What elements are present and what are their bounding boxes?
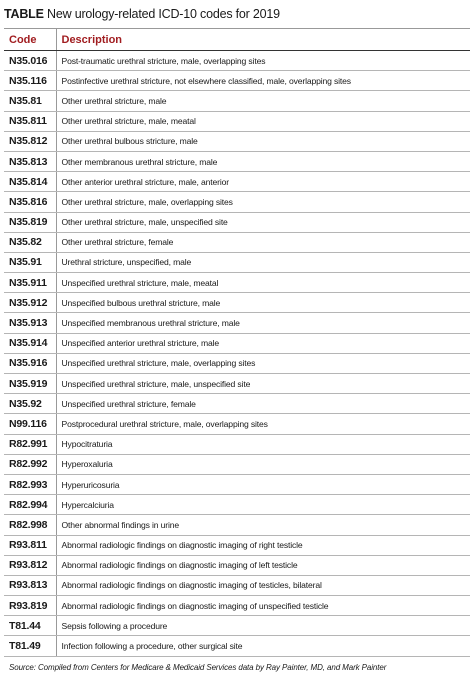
- row-description: Sepsis following a procedure: [56, 616, 470, 636]
- row-code: N35.919: [4, 374, 56, 394]
- row-code: N35.816: [4, 192, 56, 212]
- table-body: [4, 51, 470, 657]
- row-description: Unspecified bulbous urethral stricture, male: [56, 293, 470, 313]
- table-row: [4, 495, 470, 515]
- row-description: Unspecified urethral stricture, female: [56, 394, 470, 414]
- table-header-row: [4, 29, 470, 51]
- row-description: Other membranous urethral stricture, male: [56, 151, 470, 171]
- row-code: N35.812: [4, 131, 56, 151]
- table-row: [4, 333, 470, 353]
- table-row: [4, 172, 470, 192]
- row-description: Hypercalciuria: [56, 495, 470, 515]
- row-code: N99.116: [4, 414, 56, 434]
- row-code: N35.92: [4, 394, 56, 414]
- table-row: [4, 273, 470, 293]
- header-code: Code: [4, 29, 56, 51]
- table-row: [4, 414, 470, 434]
- row-code: T81.44: [4, 616, 56, 636]
- table-row: [4, 212, 470, 232]
- row-code: R93.811: [4, 535, 56, 555]
- row-description: Other urethral stricture, male, meatal: [56, 111, 470, 131]
- row-description: Post-traumatic urethral stricture, male, overlapping sites: [56, 51, 470, 71]
- row-code: T81.49: [4, 636, 56, 656]
- row-description: Abnormal radiologic findings on diagnostic imaging of testicles, bilateral: [56, 575, 470, 595]
- table-title-label: TABLE: [4, 7, 44, 21]
- table-row: [4, 636, 470, 656]
- row-description: Abnormal radiologic findings on diagnostic imaging of right testicle: [56, 535, 470, 555]
- codes-table: [4, 28, 470, 657]
- row-code: N35.813: [4, 151, 56, 171]
- table-row: [4, 353, 470, 373]
- row-description: Abnormal radiologic findings on diagnostic imaging of unspecified testicle: [56, 596, 470, 616]
- row-description: Other urethral stricture, male: [56, 91, 470, 111]
- row-description: Other anterior urethral stricture, male, anterior: [56, 172, 470, 192]
- table-row: [4, 232, 470, 252]
- table-row: [4, 51, 470, 71]
- row-code: R82.992: [4, 454, 56, 474]
- row-code: N35.819: [4, 212, 56, 232]
- source-note: Source: Compiled from Centers for Medicare & Medicaid Services data by Ray Painter, MD, and Mark Painter: [9, 662, 387, 672]
- row-description: Other urethral stricture, male, unspecified site: [56, 212, 470, 232]
- row-description: Unspecified membranous urethral stricture, male: [56, 313, 470, 333]
- row-description: Unspecified urethral stricture, male, unspecified site: [56, 374, 470, 394]
- row-code: R93.813: [4, 575, 56, 595]
- table-row: [4, 454, 470, 474]
- table-row: [4, 374, 470, 394]
- table-row: [4, 293, 470, 313]
- table-row: [4, 535, 470, 555]
- row-code: N35.116: [4, 71, 56, 91]
- row-code: N35.911: [4, 273, 56, 293]
- row-code: R82.991: [4, 434, 56, 454]
- row-code: N35.016: [4, 51, 56, 71]
- row-code: R93.819: [4, 596, 56, 616]
- row-description: Other urethral stricture, female: [56, 232, 470, 252]
- row-description: Urethral stricture, unspecified, male: [56, 252, 470, 272]
- table-row: [4, 313, 470, 333]
- table-row: [4, 192, 470, 212]
- table-row: [4, 515, 470, 535]
- row-description: Hyperoxaluria: [56, 454, 470, 474]
- table-row: [4, 474, 470, 494]
- row-description: Postinfective urethral stricture, not elsewhere classified, male, overlapping sites: [56, 71, 470, 91]
- row-code: N35.811: [4, 111, 56, 131]
- row-description: Other urethral bulbous stricture, male: [56, 131, 470, 151]
- table-title: [4, 0, 470, 28]
- row-code: R93.812: [4, 555, 56, 575]
- row-code: N35.814: [4, 172, 56, 192]
- row-description: Other urethral stricture, male, overlapping sites: [56, 192, 470, 212]
- row-code: N35.81: [4, 91, 56, 111]
- row-code: R82.993: [4, 474, 56, 494]
- row-description: Unspecified anterior urethral stricture, male: [56, 333, 470, 353]
- row-code: N35.912: [4, 293, 56, 313]
- row-description: Hyperuricosuria: [56, 474, 470, 494]
- row-description: Other abnormal findings in urine: [56, 515, 470, 535]
- table-row: [4, 131, 470, 151]
- table-row: [4, 151, 470, 171]
- table-row: [4, 555, 470, 575]
- table-row: [4, 434, 470, 454]
- table-row: [4, 252, 470, 272]
- row-description: Abnormal radiologic findings on diagnostic imaging of left testicle: [56, 555, 470, 575]
- table-row: [4, 111, 470, 131]
- row-description: Hypocitraturia: [56, 434, 470, 454]
- row-description: Infection following a procedure, other surgical site: [56, 636, 470, 656]
- row-description: Unspecified urethral stricture, male, meatal: [56, 273, 470, 293]
- row-code: R82.994: [4, 495, 56, 515]
- row-code: N35.916: [4, 353, 56, 373]
- row-description: Postprocedural urethral stricture, male, overlapping sites: [56, 414, 470, 434]
- header-description: Description: [56, 29, 470, 51]
- row-code: N35.82: [4, 232, 56, 252]
- table-row: [4, 616, 470, 636]
- row-code: N35.91: [4, 252, 56, 272]
- row-code: N35.914: [4, 333, 56, 353]
- row-code: R82.998: [4, 515, 56, 535]
- row-code: N35.913: [4, 313, 56, 333]
- table-row: [4, 394, 470, 414]
- table-row: [4, 71, 470, 91]
- table-row: [4, 91, 470, 111]
- row-description: Unspecified urethral stricture, male, overlapping sites: [56, 353, 470, 373]
- table-title-text: New urology-related ICD-10 codes for 2019: [47, 7, 280, 21]
- table-row: [4, 575, 470, 595]
- table-row: [4, 596, 470, 616]
